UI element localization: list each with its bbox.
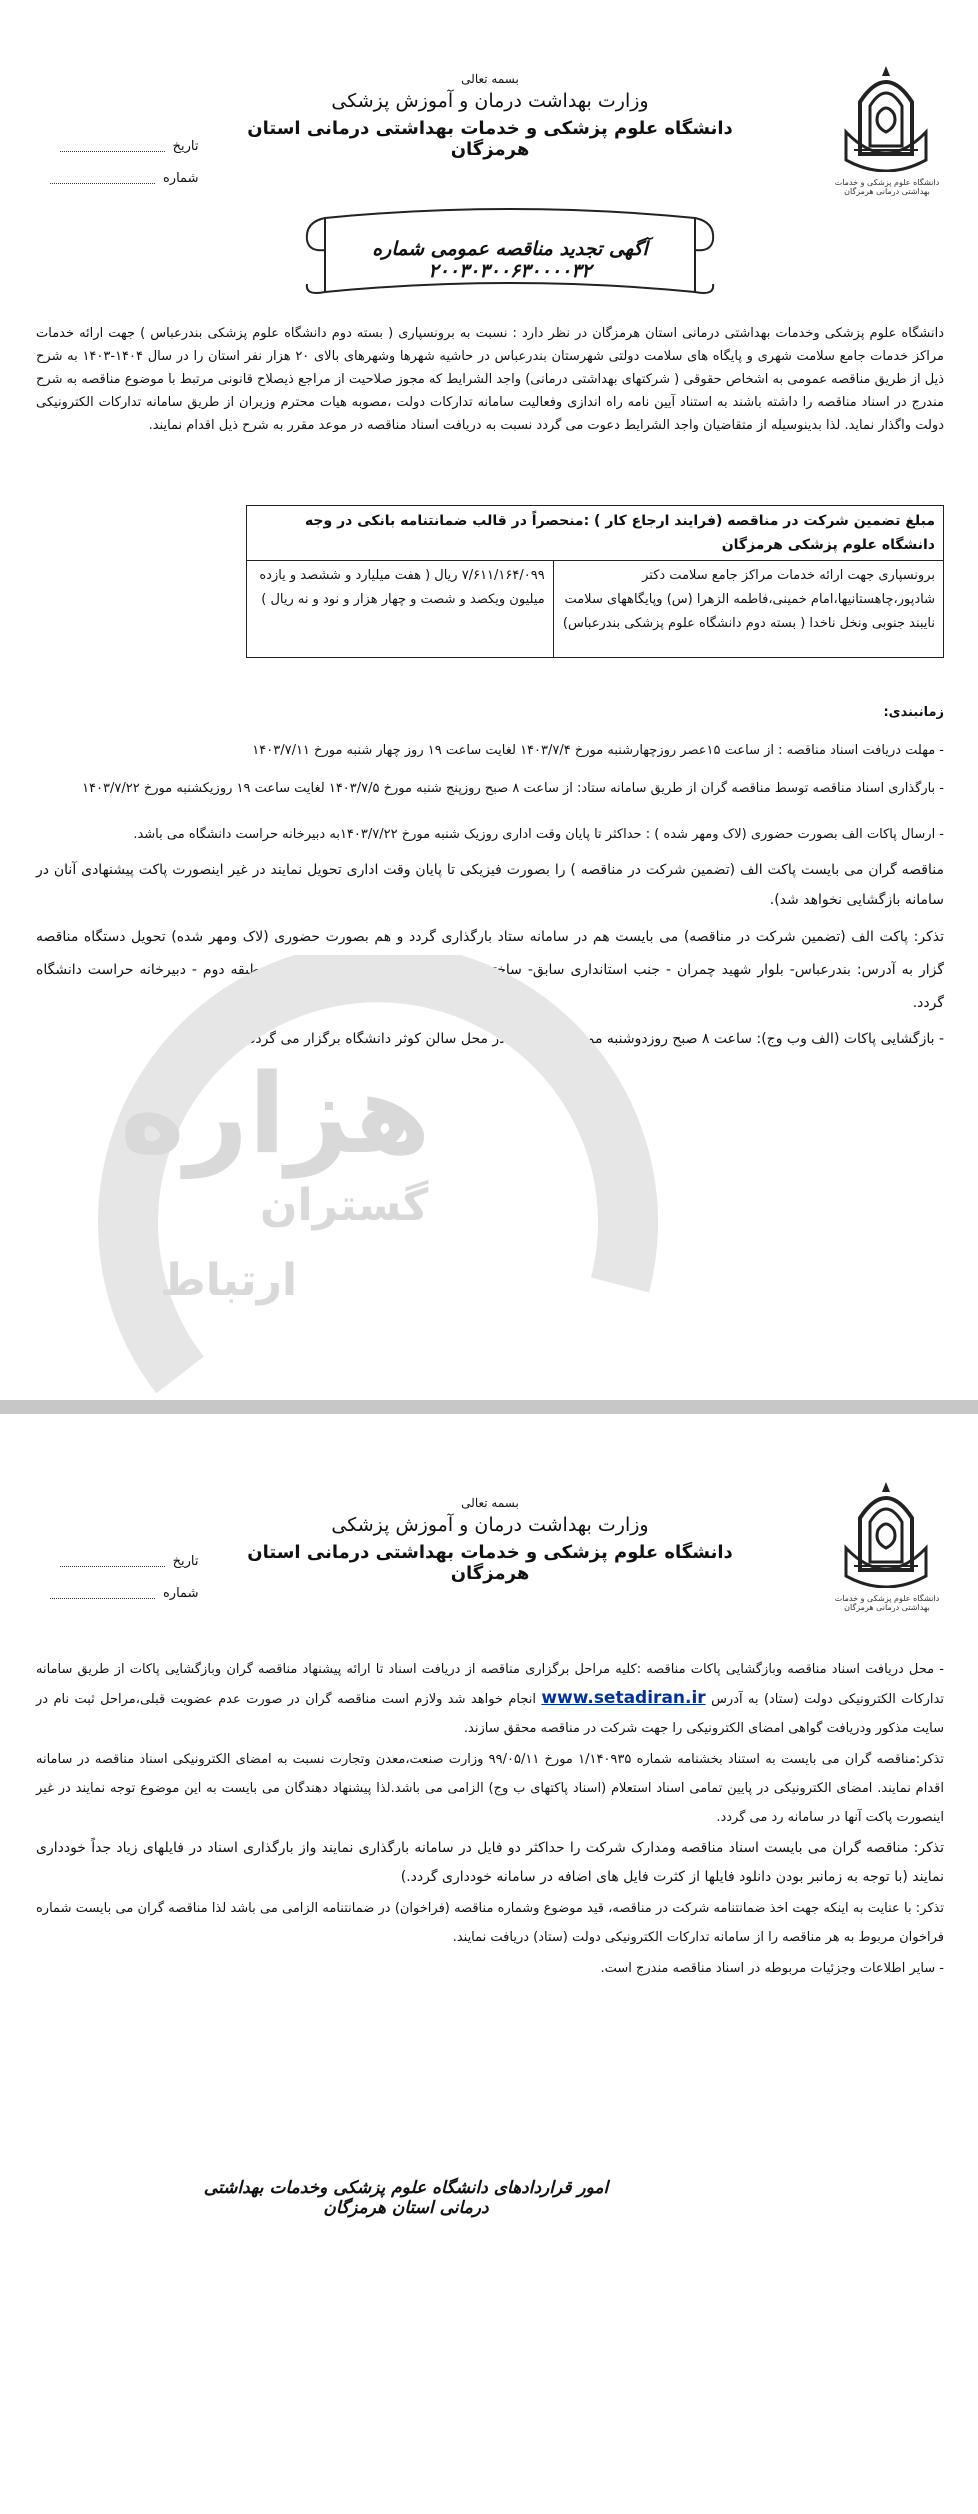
tender-title: آگهی تجدید مناقصه عمومی شماره ۲۰۰۳۰۳۰۰۶۳۰۰۰۰۳۲ xyxy=(372,238,648,282)
submission-item xyxy=(36,1655,944,1743)
logo-emblem-icon xyxy=(840,1478,932,1588)
number-field xyxy=(50,162,198,194)
note-item: تذکر:مناقصه گران می بایست به استناد بخشنامه شماره ۱/۱۴۰۹۳۵ مورخ ۹۹/۰۵/۱۱ وزارت صنعت،معدن وتجارت نسبت به امضای الکترونیکی اسناد مناقصه در سامانه اقدام نمایند. امضای الکترونیکی در پایین تمامی اسناد استعلام (اسناد پاکتهای ب وج) الزامی می باشد.لذا پیشنهاد دهندگان می بایست به این موضوع توجه نمایند در غیر اینصورت پاکت آنها در سامانه رد می گردد. xyxy=(36,1752,944,1825)
submission-section xyxy=(36,1655,944,1985)
university-logo xyxy=(840,62,932,172)
basmala: بسمه تعالی xyxy=(461,1496,519,1510)
schedule-heading: زمانبندی: xyxy=(883,705,944,720)
reference-fields xyxy=(50,130,198,194)
basmala: بسمه تعالی xyxy=(461,72,519,86)
schedule-item: - ارسال پاکات الف بصورت حضوری (لاک ومهر شده ) : حداکثر تا پایان وقت اداری روزیک شنبه مورخ ۱۴۰۳/۷/۲۲به دبیرخانه حراست دانشگاه می باشد. xyxy=(133,827,944,842)
letterhead xyxy=(230,72,750,160)
logo-caption: دانشگاه علوم پزشکی و خدمات بهداشتی درمانی هرمزگان xyxy=(834,1594,940,1612)
number-field xyxy=(50,1577,198,1609)
schedule-item: - بارگذاری اسناد مناقصه توسط مناقصه گران از طریق سامانه ستاد: از ساعت ۸ صبح روزپنج شنبه مورخ ۱۴۰۳/۷/۵ لغایت ساعت ۱۹ روزیکشنبه مورخ ۱۴۰۳/۷/۲۲ xyxy=(82,781,944,796)
date-field xyxy=(50,1545,198,1577)
number-label: شماره xyxy=(163,170,199,186)
schedule-item: - مهلت دریافت اسناد مناقصه : از ساعت ۱۵عصر روزچهارشنبه مورخ ۱۴۰۳/۷/۴ لغایت ساعت ۱۹ روز چهار شنبه مورخ ۱۴۰۳/۷/۱۱ xyxy=(252,743,944,758)
date-label: تاریخ xyxy=(172,1553,199,1569)
schedule-item: - بازگشایی پاکات (الف وب وج): ساعت ۸ صبح روزدوشنبه مورخ ۱۴۰۳/۷/۲۳در محل سالن کوثر دانشگاه برگزار می گردد. xyxy=(244,1031,944,1047)
university-logo xyxy=(840,1478,932,1588)
note-item: تذکر: مناقصه گران می بایست اسناد مناقصه ومدارک شرکت را حداکثر دو فایل در سامانه بارگذاری نمایند واز بارگذاری اسناد در فایلهای زیاد جداً خودداری نمایند (با توجه به زمانبر بودن دانلود فایلها از کثرت فایل های اضافه در سامانه خودداری گردد.) xyxy=(36,1840,944,1885)
schedule-item: مناقصه گران می بایست پاکت الف (تضمین شرکت در مناقصه ) را بصورت فیزیکی تا پایان وقت اداری تحویل نمایند در غیر اینصورت پاکت پیشنهادی آنان در سامانه بازگشایی نخواهد شد). xyxy=(36,862,944,908)
reference-fields xyxy=(50,1545,198,1609)
table-row xyxy=(247,506,944,561)
number-blank xyxy=(50,173,155,184)
page-divider xyxy=(0,1400,978,1414)
submission-text: انجام خواهد شد ولازم است مناقصه گران در صورت عدم عضویت قبلی،مراحل ثبت نام در سایت مذکور ودریافت گواهی امضای الکترونیکی را جهت شرکت در مناقصه محقق سازند. xyxy=(36,1692,944,1736)
watermark-word: گستران xyxy=(260,1180,429,1231)
number-label: شماره xyxy=(163,1585,199,1601)
note-item: - سایر اطلاعات وجزئیات مربوطه در اسناد مناقصه مندرج است. xyxy=(600,1961,944,1976)
watermark-word: ارتباط xyxy=(160,1255,298,1306)
schedule-item: تذکر: پاکت الف (تضمین شرکت در مناقصه) می بایست هم در سامانه ستاد بارگذاری گردد و هم بصورت حضوری (لاک ومهر شده) تحویل دستگاه مناقصه گزار به آدرس: بندرعباس- بلوار شهید چمران - جنب استانداری سابق- ساختمان دانشگاه علوم پزشکی هرمزگان - طبقه دوم - دبیرخانه حراست دانشگاه گردد. xyxy=(36,929,944,1011)
number-blank xyxy=(50,1588,155,1599)
date-field xyxy=(50,130,198,162)
ministry-name: وزارت بهداشت درمان و آموزش پزشکی xyxy=(331,1514,649,1536)
date-blank xyxy=(60,1556,165,1567)
note-item: تذکر: با عنایت به اینکه جهت اخذ ضمانتنامه شرکت در مناقصه، قید موضوع وشماره مناقصه (فراخوان) در ضمانتنامه الزامی می باشد لذا مناقصه گران می بایست شماره فراخوان مربوط به هر مناقصه را از سامانه تدارکات الکترونیکی دولت (ستاد) دریافت نمایند. xyxy=(36,1901,944,1945)
letterhead xyxy=(230,1496,750,1584)
table-row xyxy=(247,561,944,658)
ministry-name: وزارت بهداشت درمان و آموزش پزشکی xyxy=(331,90,649,112)
guarantee-amount: ۷/۶۱۱/۱۶۴/۰۹۹ ریال ( هفت میلیارد و ششصد و یازده میلیون ویکصد و شصت و چهار هزار و نود و نه ریال ) xyxy=(247,561,554,658)
date-blank xyxy=(60,141,165,152)
guarantee-table xyxy=(246,505,944,658)
guarantee-description: برونسپاری جهت ارائه خدمات مراکز جامع سلامت دکتر شادپور،چاهستانیها،امام خمینی،فاطمه الزهرا (س) وپایگاههای سلامت نایبند جنوبی ونخل ناخدا ( بسته دوم دانشگاه علوم پزشکی بندرعباس) xyxy=(553,561,943,658)
intro-paragraph: دانشگاه علوم پزشکی وخدمات بهداشتی درمانی استان هرمزگان در نظر دارد : نسبت به برونسپاری ( بسته دوم دانشگاه علوم پزشکی بندرعباس ) جهت ارائه خدمات مراکز خدمات جامع سلامت شهری و پایگاه های سلامت دولتی شهرستان بندرعباس در حاشیه شهرها وشهرهای بالای ۲۰ هزار نفر استان را در سال ۱۴۰۴-۱۴۰۳ به شرح ذیل از طریق مناقصه عمومی به اشخاص حقوقی ( شرکتهای بهداشتی درمانی) واجد الشرایط که مجوز صلاحیت از مراجع ذیصلاح قانونی مرتبط با موضوع مناقصه به شرح مندرج در اسناد مناقصه را داشته باشند به استناد آیین نامه راه اندازی وفعالیت سامانه تدارکات دولت ،مصوبه هیات محترم وزیران از طریق سامانه تدارکات الکترونیکی دولت واگذار نماید. لذا بدینوسیله از متقاضیان واجد الشرایط دعوت می گردد نسبت به دریافت اسناد مناقصه در موعد مقرر به شرح ذیل اقدام نمایند. xyxy=(36,326,944,433)
logo-caption: دانشگاه علوم پزشکی و خدمات بهداشتی درمانی هرمزگان xyxy=(834,178,940,196)
watermark-word: هزاره xyxy=(120,1050,431,1178)
schedule-section xyxy=(36,700,944,1054)
submission-text: - محل دریافت اسناد مناقصه وبازگشایی پاکات مناقصه :کلیه مراحل برگزاری مناقصه از دریافت اسناد تا ارائه پیشنهاد مناقصه گران وبازگشایی پاکات از طریق سامانه تدارکات الکترونیکی دولت (ستاد) به آدرس xyxy=(36,1662,944,1707)
logo-emblem-icon xyxy=(840,62,932,172)
university-name: دانشگاه علوم پزشکی و خدمات بهداشتی درمانی استان هرمزگان xyxy=(247,118,733,160)
title-banner xyxy=(295,200,725,310)
setadiran-link[interactable]: www.setadiran.ir xyxy=(541,1688,706,1708)
university-name: دانشگاه علوم پزشکی و خدمات بهداشتی درمانی استان هرمزگان xyxy=(247,1542,733,1584)
guarantee-heading: مبلغ تضمین شرکت در مناقصه (فرایند ارجاع کار ) :منحصراً در قالب ضمانتنامه بانکی در وجه دانشگاه علوم پزشکی هرمزگان xyxy=(247,506,944,561)
date-label: تاریخ xyxy=(172,138,199,154)
signature-line: امور قراردادهای دانشگاه علوم پزشکی وخدمات بهداشتی درمانی استان هرمزگان xyxy=(203,2178,609,2218)
